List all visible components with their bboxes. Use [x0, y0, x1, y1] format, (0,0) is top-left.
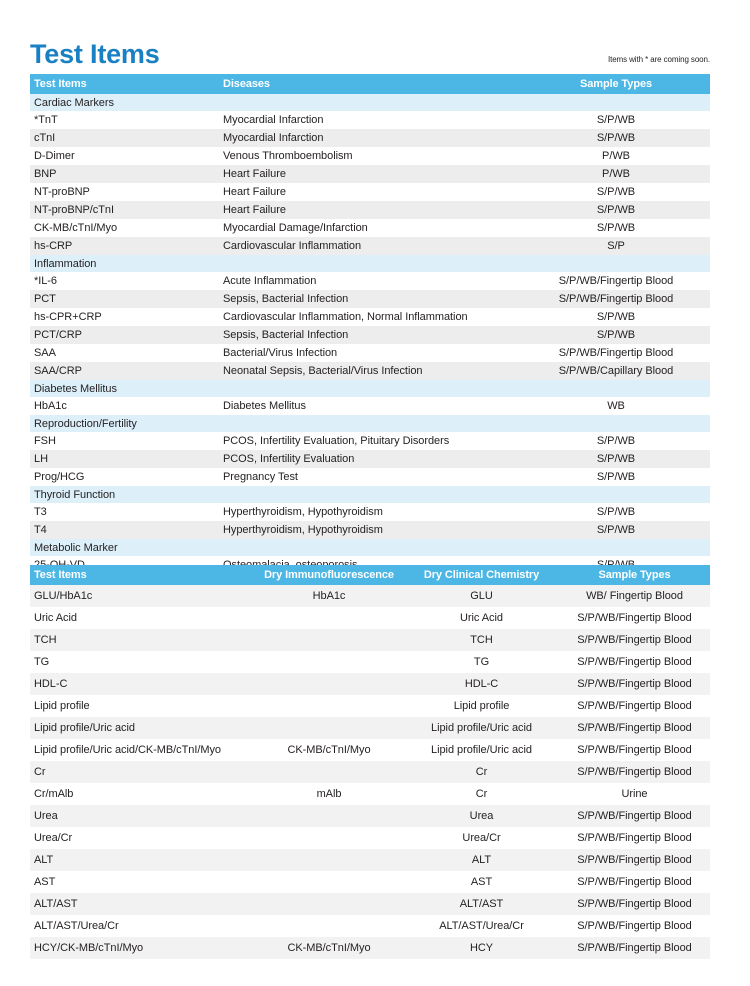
section-label: Inflammation [30, 255, 710, 272]
cell-item: cTnI [30, 129, 222, 147]
cell-dif [254, 827, 404, 849]
coming-soon-note: Items with * are coming soon. [607, 55, 710, 64]
cell-item: SAA/CRP [30, 362, 222, 380]
section-label: Metabolic Marker [30, 539, 710, 556]
cell-sample: S/P/WB/Fingertip Blood [559, 739, 710, 761]
cell-item: Uric Acid [30, 607, 254, 629]
table-row [30, 183, 710, 201]
cell-dcc: Cr [404, 761, 559, 783]
table1-section-row [30, 255, 710, 272]
cell-item: PCT/CRP [30, 326, 222, 344]
cell-item: T4 [30, 521, 222, 539]
table2-body [30, 585, 710, 959]
table-row [30, 237, 710, 255]
table-row [30, 805, 710, 827]
table-row [30, 629, 710, 651]
cell-disease: Pregnancy Test [222, 468, 522, 486]
cell-dif [254, 629, 404, 651]
cell-sample: S/P/WB/Fingertip Blood [559, 849, 710, 871]
cell-dcc: Uric Acid [404, 607, 559, 629]
table1-header [30, 74, 710, 94]
table2-header-row [30, 565, 710, 585]
cell-sample: S/P [522, 237, 710, 255]
cell-sample: S/P/WB/Fingertip Blood [559, 761, 710, 783]
cell-dif [254, 673, 404, 695]
cell-disease: Cardiovascular Inflammation [222, 237, 522, 255]
table-row [30, 147, 710, 165]
test-items-table-primary [30, 74, 710, 574]
table-row [30, 871, 710, 893]
cell-sample: S/P/WB/Fingertip Blood [522, 290, 710, 308]
cell-item: Lipid profile [30, 695, 254, 717]
cell-disease: Sepsis, Bacterial Infection [222, 290, 522, 308]
cell-item: HbA1c [30, 397, 222, 415]
cell-dif: mAlb [254, 783, 404, 805]
cell-disease: Heart Failure [222, 165, 522, 183]
cell-sample: S/P/WB/Fingertip Blood [559, 717, 710, 739]
table2-col-sample-types: Sample Types [559, 565, 710, 585]
cell-item: *IL-6 [30, 272, 222, 290]
cell-dcc: Lipid profile/Uric acid [404, 739, 559, 761]
table-row [30, 607, 710, 629]
cell-disease: Bacterial/Virus Infection [222, 344, 522, 362]
table-row [30, 717, 710, 739]
test-items-table-secondary [30, 565, 710, 959]
cell-disease: Hyperthyroidism, Hypothyroidism [222, 503, 522, 521]
cell-item: Cr/mAlb [30, 783, 254, 805]
table-row [30, 344, 710, 362]
table2-col-test-items: Test Items [30, 565, 254, 585]
cell-sample: S/P/WB [522, 201, 710, 219]
table-row [30, 308, 710, 326]
cell-dif [254, 695, 404, 717]
cell-disease: Venous Thromboembolism [222, 147, 522, 165]
cell-item: ALT/AST/Urea/Cr [30, 915, 254, 937]
table1-section-row [30, 486, 710, 503]
table-row [30, 503, 710, 521]
cell-item: ALT [30, 849, 254, 871]
cell-item: hs-CRP [30, 237, 222, 255]
table-row [30, 397, 710, 415]
cell-sample: WB/ Fingertip Blood [559, 585, 710, 607]
cell-disease: Hyperthyroidism, Hypothyroidism [222, 521, 522, 539]
cell-disease: Neonatal Sepsis, Bacterial/Virus Infection [222, 362, 522, 380]
table1-section-row [30, 94, 710, 111]
cell-sample: S/P/WB [522, 219, 710, 237]
table-row [30, 450, 710, 468]
cell-sample: P/WB [522, 165, 710, 183]
cell-sample: S/P/WB [522, 468, 710, 486]
cell-sample: S/P/WB/Fingertip Blood [559, 607, 710, 629]
table-row [30, 695, 710, 717]
page-title: Test Items [30, 39, 160, 69]
table-row [30, 651, 710, 673]
cell-dcc: TG [404, 651, 559, 673]
table-row [30, 673, 710, 695]
cell-item: CK-MB/cTnI/Myo [30, 219, 222, 237]
cell-dcc: ALT [404, 849, 559, 871]
cell-item: Cr [30, 761, 254, 783]
cell-dcc: GLU [404, 585, 559, 607]
cell-item: D-Dimer [30, 147, 222, 165]
cell-disease: PCOS, Infertility Evaluation [222, 450, 522, 468]
cell-dif [254, 761, 404, 783]
table2-header [30, 565, 710, 585]
cell-dcc: ALT/AST/Urea/Cr [404, 915, 559, 937]
cell-dcc: Cr [404, 783, 559, 805]
cell-item: T3 [30, 503, 222, 521]
cell-sample: S/P/WB/Fingertip Blood [559, 937, 710, 959]
table-row [30, 111, 710, 129]
cell-sample: S/P/WB [522, 432, 710, 450]
table-row [30, 219, 710, 237]
table-row [30, 893, 710, 915]
cell-disease: Sepsis, Bacterial Infection [222, 326, 522, 344]
cell-dif: HbA1c [254, 585, 404, 607]
cell-sample: S/P/WB [522, 129, 710, 147]
table-row [30, 362, 710, 380]
cell-item: Lipid profile/Uric acid/CK-MB/cTnI/Myo [30, 739, 254, 761]
cell-dcc: ALT/AST [404, 893, 559, 915]
table-row [30, 937, 710, 959]
cell-disease: PCOS, Infertility Evaluation, Pituitary Disorders [222, 432, 522, 450]
cell-dif: CK-MB/cTnI/Myo [254, 739, 404, 761]
table1-section-row [30, 539, 710, 556]
cell-dif [254, 607, 404, 629]
table-row [30, 129, 710, 147]
cell-item: TG [30, 651, 254, 673]
table1-col-test-items: Test Items [30, 74, 222, 94]
table1-section-row [30, 380, 710, 397]
table-row [30, 783, 710, 805]
cell-item: Urea [30, 805, 254, 827]
table-row [30, 827, 710, 849]
cell-item: PCT [30, 290, 222, 308]
table-row [30, 585, 710, 607]
table1-body [30, 94, 710, 574]
cell-dif [254, 849, 404, 871]
table-row [30, 915, 710, 937]
cell-sample: S/P/WB/Fingertip Blood [559, 695, 710, 717]
cell-sample: S/P/WB [522, 450, 710, 468]
cell-item: Prog/HCG [30, 468, 222, 486]
table-row [30, 290, 710, 308]
cell-sample: S/P/WB/Fingertip Blood [559, 673, 710, 695]
cell-dif [254, 805, 404, 827]
cell-sample: S/P/WB/Fingertip Blood [559, 915, 710, 937]
table-row [30, 739, 710, 761]
cell-disease: Heart Failure [222, 183, 522, 201]
cell-item: NT-proBNP/cTnI [30, 201, 222, 219]
cell-disease: Myocardial Infarction [222, 129, 522, 147]
cell-sample: S/P/WB [522, 308, 710, 326]
table2-col-dry-immunofluorescence: Dry Immunofluorescence [254, 565, 404, 585]
table-row [30, 201, 710, 219]
cell-item: GLU/HbA1c [30, 585, 254, 607]
section-label: Cardiac Markers [30, 94, 710, 111]
cell-sample: S/P/WB/Fingertip Blood [559, 629, 710, 651]
cell-item: Lipid profile/Uric acid [30, 717, 254, 739]
cell-item: SAA [30, 344, 222, 362]
cell-disease: Heart Failure [222, 201, 522, 219]
cell-dcc: HCY [404, 937, 559, 959]
cell-sample: S/P/WB/Capillary Blood [522, 362, 710, 380]
table1-col-sample-types: Sample Types [522, 74, 710, 94]
cell-disease: Cardiovascular Inflammation, Normal Inflammation [222, 308, 522, 326]
cell-sample: S/P/WB/Fingertip Blood [559, 871, 710, 893]
cell-item: HCY/CK-MB/cTnI/Myo [30, 937, 254, 959]
table-row [30, 165, 710, 183]
cell-disease: Diabetes Mellitus [222, 397, 522, 415]
cell-dif: CK-MB/cTnI/Myo [254, 937, 404, 959]
table-row [30, 432, 710, 450]
cell-disease: Myocardial Infarction [222, 111, 522, 129]
cell-dif [254, 651, 404, 673]
table2-col-dry-clinical-chemistry: Dry Clinical Chemistry [404, 565, 559, 585]
cell-item: FSH [30, 432, 222, 450]
cell-item: LH [30, 450, 222, 468]
cell-item: hs-CPR+CRP [30, 308, 222, 326]
cell-sample: S/P/WB [522, 183, 710, 201]
section-label: Reproduction/Fertility [30, 415, 710, 432]
cell-sample: S/P/WB [522, 503, 710, 521]
cell-dcc: Urea [404, 805, 559, 827]
section-label: Thyroid Function [30, 486, 710, 503]
cell-item: AST [30, 871, 254, 893]
cell-item: *TnT [30, 111, 222, 129]
table1-section-row [30, 415, 710, 432]
cell-dif [254, 915, 404, 937]
cell-dcc: TCH [404, 629, 559, 651]
cell-item: TCH [30, 629, 254, 651]
cell-item: Urea/Cr [30, 827, 254, 849]
cell-dif [254, 717, 404, 739]
cell-sample: S/P/WB/Fingertip Blood [522, 344, 710, 362]
cell-sample: S/P/WB/Fingertip Blood [559, 893, 710, 915]
table1-header-row [30, 74, 710, 94]
table1-col-diseases: Diseases [222, 74, 522, 94]
cell-sample: S/P/WB [522, 111, 710, 129]
cell-dcc: Urea/Cr [404, 827, 559, 849]
cell-sample: S/P/WB [522, 326, 710, 344]
cell-sample: Urine [559, 783, 710, 805]
cell-sample: P/WB [522, 147, 710, 165]
cell-item: HDL-C [30, 673, 254, 695]
table-row [30, 849, 710, 871]
cell-disease: Myocardial Damage/Infarction [222, 219, 522, 237]
cell-sample: S/P/WB/Fingertip Blood [522, 272, 710, 290]
cell-dcc: HDL-C [404, 673, 559, 695]
cell-sample: S/P/WB/Fingertip Blood [559, 805, 710, 827]
cell-sample: S/P/WB/Fingertip Blood [559, 651, 710, 673]
cell-dif [254, 871, 404, 893]
table-row [30, 272, 710, 290]
cell-dcc: Lipid profile/Uric acid [404, 717, 559, 739]
table-row [30, 326, 710, 344]
table-row [30, 468, 710, 486]
cell-item: ALT/AST [30, 893, 254, 915]
cell-item: BNP [30, 165, 222, 183]
cell-dif [254, 893, 404, 915]
cell-dcc: AST [404, 871, 559, 893]
cell-disease: Acute Inflammation [222, 272, 522, 290]
table-row [30, 761, 710, 783]
cell-dcc: Lipid profile [404, 695, 559, 717]
cell-sample: S/P/WB [522, 521, 710, 539]
cell-sample: S/P/WB/Fingertip Blood [559, 827, 710, 849]
cell-item: NT-proBNP [30, 183, 222, 201]
cell-sample: WB [522, 397, 710, 415]
page-header [30, 38, 710, 72]
section-label: Diabetes Mellitus [30, 380, 710, 397]
table-row [30, 521, 710, 539]
